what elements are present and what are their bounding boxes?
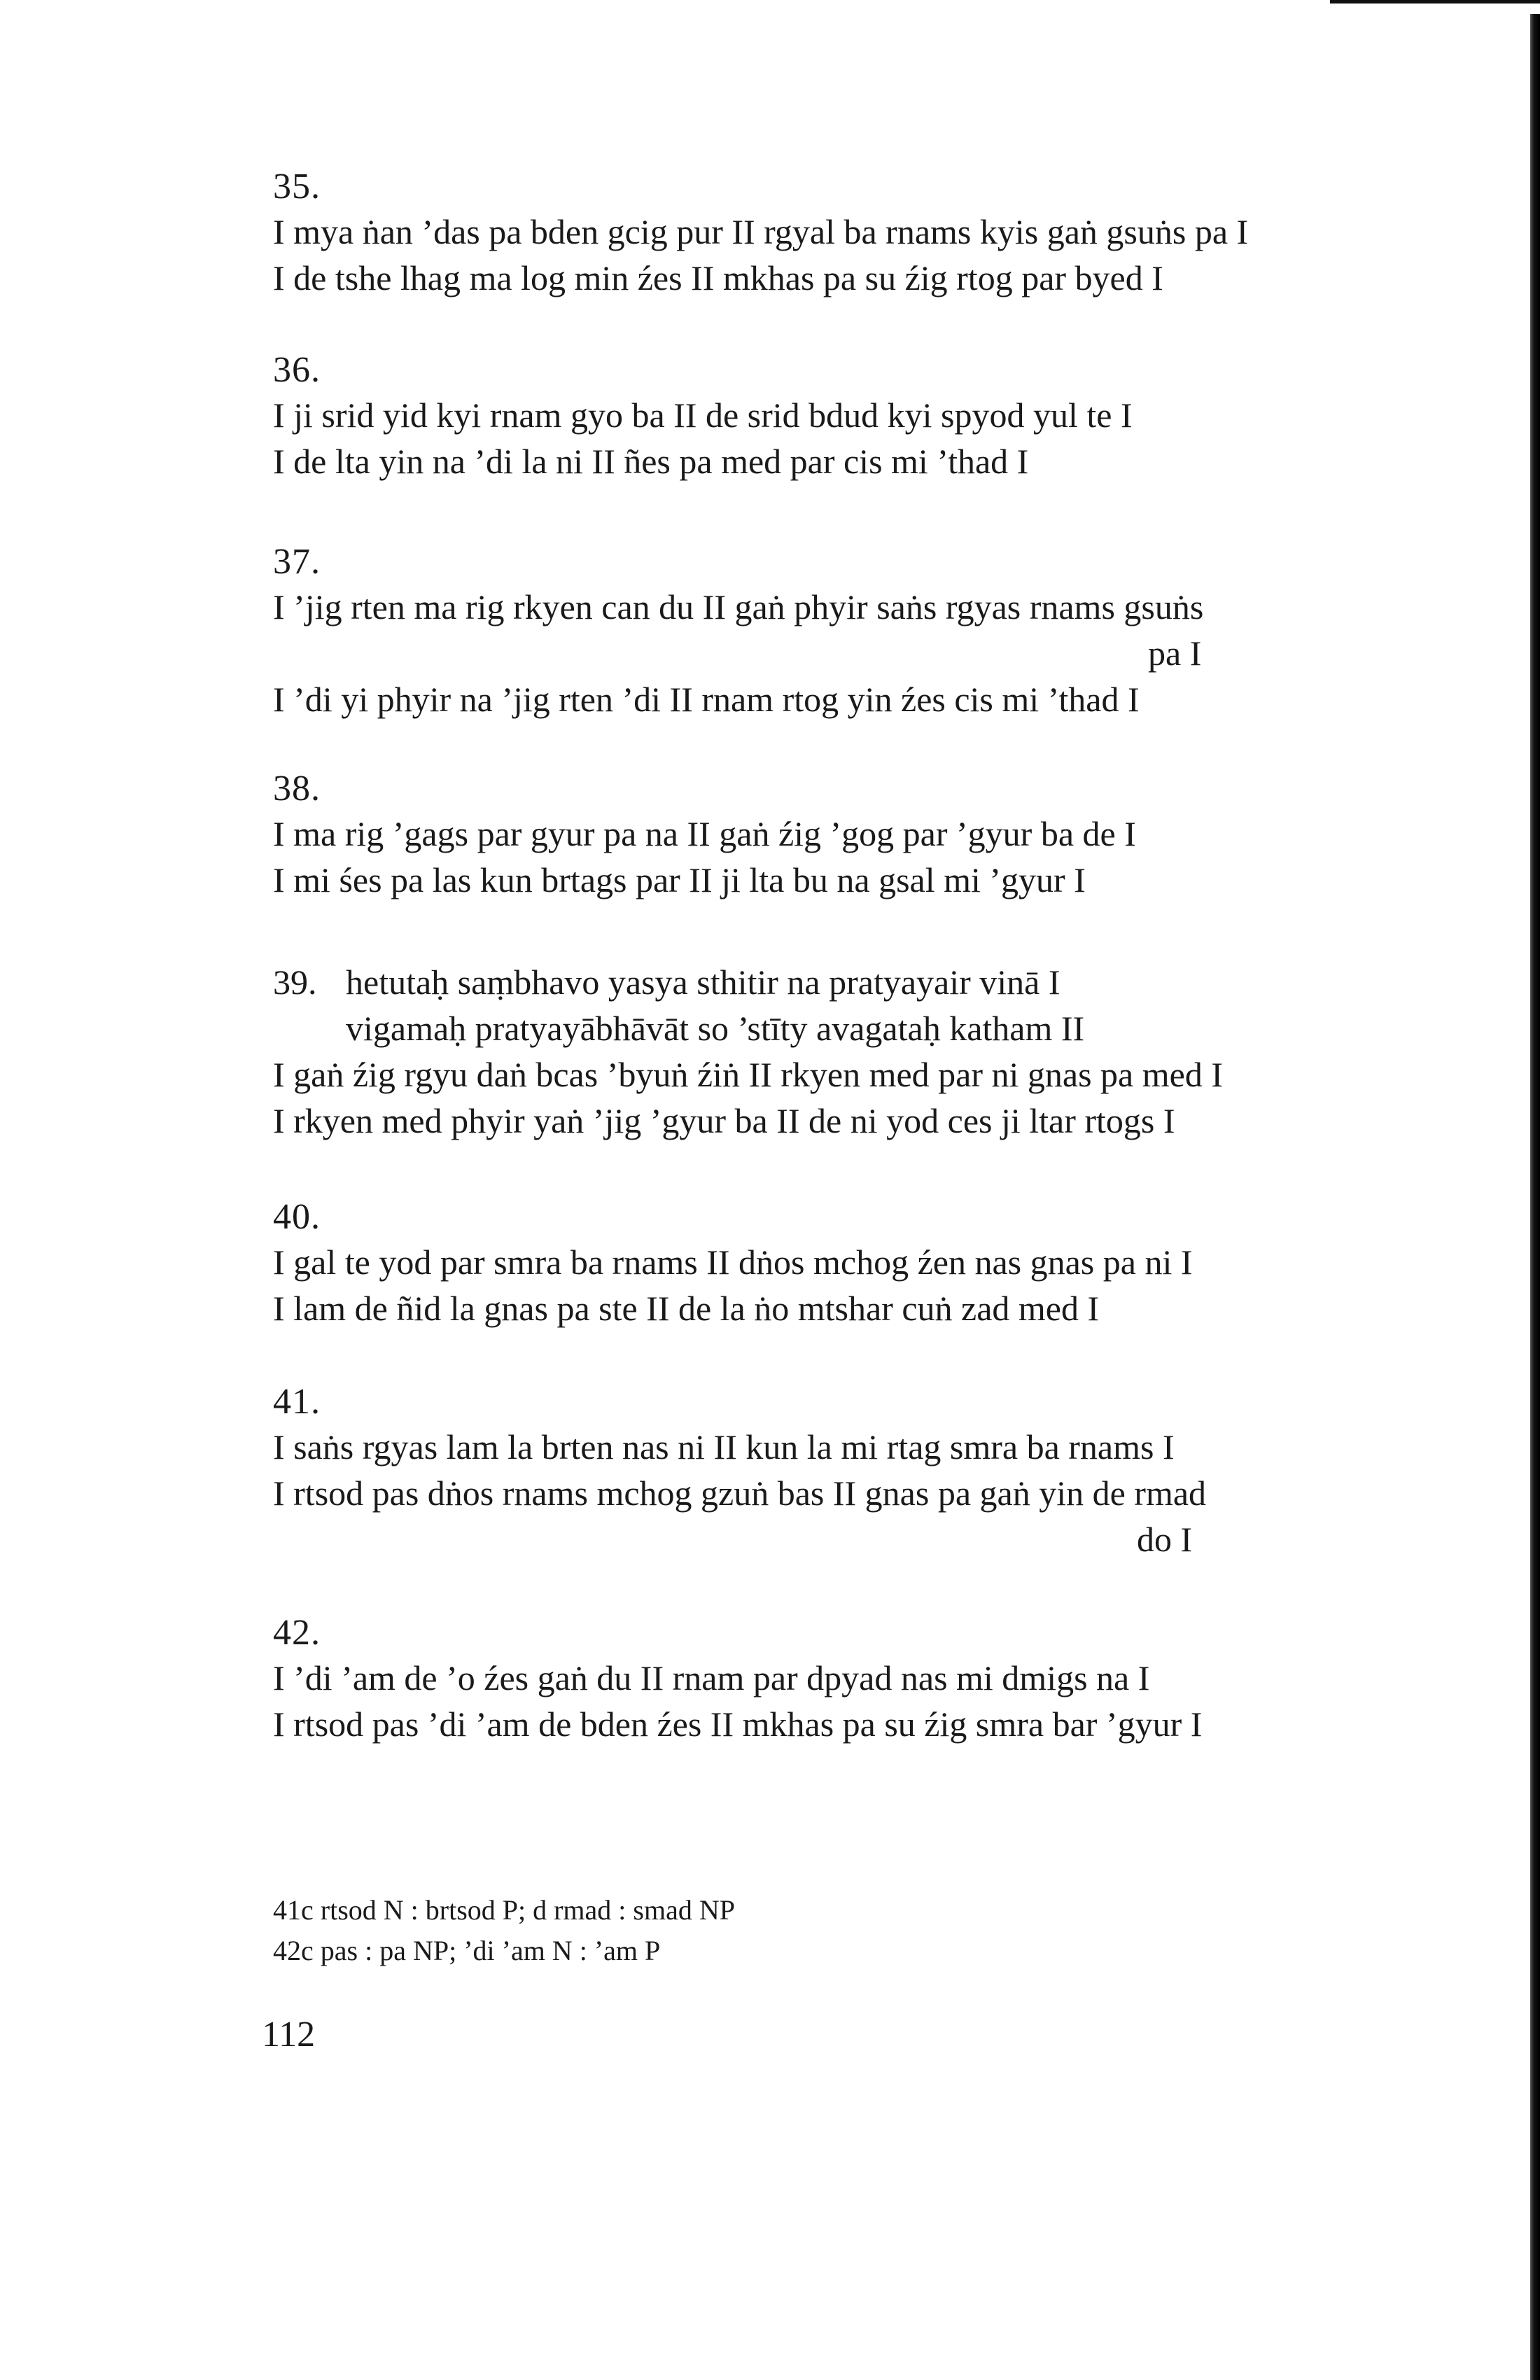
- verse-40: [273, 1196, 1421, 1331]
- footnote: 41c rtsod N : brtsod P; d rmad : smad NP: [273, 1894, 735, 1926]
- verse-line: I mi śes pa las kun brtags par II ji lta bu na gsal mi ’gyur I: [273, 860, 1086, 899]
- verse-line: I gaṅ źig rgyu daṅ bcas ’byuṅ źiṅ II rkyen med par ni gnas pa med I: [273, 1055, 1223, 1094]
- page-number: 112: [262, 2015, 316, 2054]
- verse-number: 40.: [273, 1197, 321, 1237]
- verse-41: [273, 1380, 1421, 1562]
- verse-line-continuation: do I: [1137, 1520, 1193, 1559]
- verse-line: I ma rig ’gags par gyur pa na II gaṅ źig ’gog par ’gyur ba de I: [273, 814, 1136, 853]
- verse-line: I lam de ñid la gnas pa ste II de la ṅo mtshar cuṅ zad med I: [273, 1289, 1100, 1328]
- verse-line: I ’di ’am de ’o źes gaṅ du II rnam par dpyad nas mi dmigs na I: [273, 1658, 1150, 1698]
- verse-36: [273, 349, 1421, 484]
- verse-line: I ’jig rten ma rig rkyen can du II gaṅ phyir saṅs rgyas rnams gsuṅs: [273, 587, 1204, 626]
- sanskrit-line: vigamaḥ pratyayābhāvāt so ’stīty avagataḥ katham II: [346, 1009, 1085, 1048]
- verse-line-continuation: pa I: [1148, 634, 1202, 673]
- verse-37: [273, 540, 1421, 722]
- verse-number: 36.: [273, 350, 321, 390]
- verse-line: I rtsod pas dṅos rnams mchog gzuṅ bas II gnas pa gaṅ yin de rmad: [273, 1474, 1207, 1513]
- verse-39: [273, 959, 1421, 1144]
- verse-number: 42.: [273, 1613, 321, 1653]
- verse-35: [273, 165, 1421, 301]
- verse-42: [273, 1611, 1421, 1747]
- sanskrit-text: hetutaḥ saṃbhavo yasya sthitir na pratyayair vinā I: [346, 962, 1060, 1002]
- verse-line: I de tshe lhag ma log min źes II mkhas pa su źig rtog par byed I: [273, 258, 1163, 298]
- verse-line: I rtsod pas ’di ’am de bden źes II mkhas pa su źig smra bar ’gyur I: [273, 1704, 1203, 1744]
- scan-edge-right: [1530, 14, 1540, 2380]
- verse-line: I mya ṅan ’das pa bden gcig pur II rgyal ba rnams kyis gaṅ gsuṅs pa I: [273, 212, 1249, 251]
- verse-line: I saṅs rgyas lam la brten nas ni II kun la mi rtag smra ba rnams I: [273, 1427, 1175, 1466]
- verse-line: I ’di yi phyir na ’jig rten ’di II rnam rtog yin źes cis mi ’thad I: [273, 680, 1140, 719]
- verse-line: I gal te yod par smra ba rnams II dṅos mchog źen nas gnas pa ni I: [273, 1242, 1193, 1282]
- verse-number: 35.: [273, 167, 321, 206]
- footnote: 42c pas : pa NP; ’di ’am N : ’am P: [273, 1935, 661, 1966]
- verse-line: I de lta yin na ’di la ni II ñes pa med par cis mi ’thad I: [273, 442, 1029, 481]
- verse-line: I rkyen med phyir yaṅ ’jig ’gyur ba II de ni yod ces ji ltar rtogs I: [273, 1101, 1175, 1140]
- verse-number: 38.: [273, 769, 321, 808]
- verse-number: 41.: [273, 1382, 321, 1422]
- verse-line: I ji srid yid kyi rnam gyo ba II de srid bdud kyi spyod yul te I: [273, 396, 1133, 435]
- verse-number: 39.: [273, 962, 317, 1002]
- sanskrit-line: [273, 959, 1421, 1005]
- scan-edge-top: [1330, 0, 1540, 4]
- verse-number: 37.: [273, 542, 321, 582]
- footnotes: [273, 1890, 1393, 1971]
- verse-38: [273, 767, 1421, 903]
